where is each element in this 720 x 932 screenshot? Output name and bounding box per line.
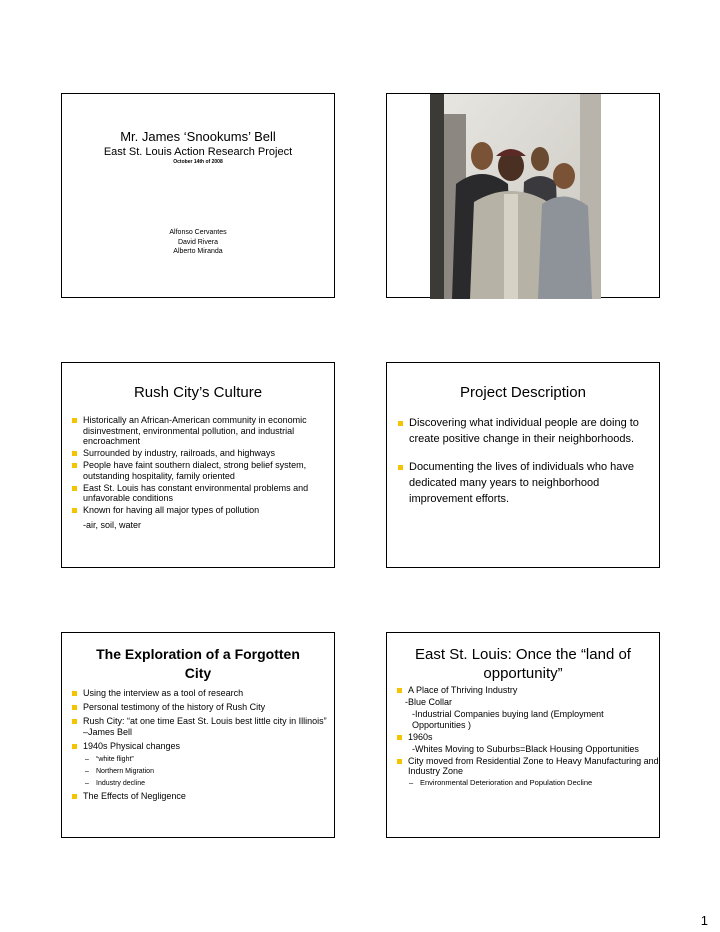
list-item: Historically an African-American community in economic disinvestment, environmental pollution, and industrial encroachment xyxy=(72,415,330,447)
sub-list-item: – Environmental Deterioration and Population Decline xyxy=(397,778,659,788)
sub-list-item: – “white flight” xyxy=(72,755,330,764)
slide-3-rush-city-culture xyxy=(61,362,335,568)
slide-title: Rush City’s Culture xyxy=(133,384,263,401)
title-block xyxy=(62,129,334,166)
slide-title: Project Description xyxy=(460,384,586,401)
list-item: A Place of Thriving Industry xyxy=(397,685,659,696)
author: Alfonso Cervantes xyxy=(169,229,227,236)
list-note: -Industrial Companies buying land (Employment Opportunities ) xyxy=(412,709,604,730)
author: David Rivera xyxy=(177,238,219,246)
sub-list-item: – Industry decline xyxy=(72,779,330,788)
list-item: Rush City: “at one time East St. Louis best little city in Illinois” –James Bell xyxy=(72,716,330,738)
group-photo xyxy=(430,94,601,299)
list-item: Documenting the lives of individuals who have dedicated many years to neighborhood improvement efforts. xyxy=(398,459,656,507)
bullet-list xyxy=(397,685,659,790)
slide-6-land-of-opportunity xyxy=(386,632,660,838)
presentation-date: October 14th of 2008 xyxy=(173,159,223,165)
slide-5-exploration xyxy=(61,632,335,838)
page-number: 1 xyxy=(700,913,708,928)
project-name: East St. Louis Action Research Project xyxy=(103,146,293,158)
list-item: 1960s xyxy=(397,732,659,743)
author: Alberto Miranda xyxy=(173,248,223,255)
presentation-title: Mr. James ‘Snookums’ Bell xyxy=(120,129,276,144)
list-item: The Effects of Negligence xyxy=(72,791,330,802)
bullet-list xyxy=(72,688,330,805)
slide-title: East St. Louis: Once the “land of opportunity” xyxy=(415,646,631,682)
list-item: Surrounded by industry, railroads, and highways xyxy=(72,448,330,459)
authors-list xyxy=(62,228,334,257)
list-item: City moved from Residential Zone to Heavy Manufacturing and Industry Zone xyxy=(397,756,659,777)
list-item: 1940s Physical changes xyxy=(72,741,330,752)
bullet-list xyxy=(398,415,656,519)
list-item: Known for having all major types of pollution xyxy=(72,505,330,516)
list-item: Using the interview as a tool of research xyxy=(72,688,330,699)
bullet-list xyxy=(72,415,330,532)
slide-title: The Exploration of a Forgotten City xyxy=(96,646,300,681)
slide-2-photo xyxy=(386,93,660,298)
slide-4-project-description xyxy=(386,362,660,568)
list-item: Discovering what individual people are doing to create positive change in their neighborhoods. xyxy=(398,415,656,447)
list-note: -Whites Moving to Suburbs=Black Housing Opportunities xyxy=(412,743,639,754)
list-item: People have faint southern dialect, strong belief system, outstanding hospitality, family oriented xyxy=(72,460,330,481)
list-item: Personal testimony of the history of Rush City xyxy=(72,702,330,713)
list-note: -Blue Collar xyxy=(405,697,453,707)
list-note: -air, soil, water xyxy=(83,519,142,530)
list-item: East St. Louis has constant environmental problems and unfavorable conditions xyxy=(72,483,330,504)
slide-1-title xyxy=(61,93,335,298)
sub-list-item: – Northern Migration xyxy=(72,767,330,776)
